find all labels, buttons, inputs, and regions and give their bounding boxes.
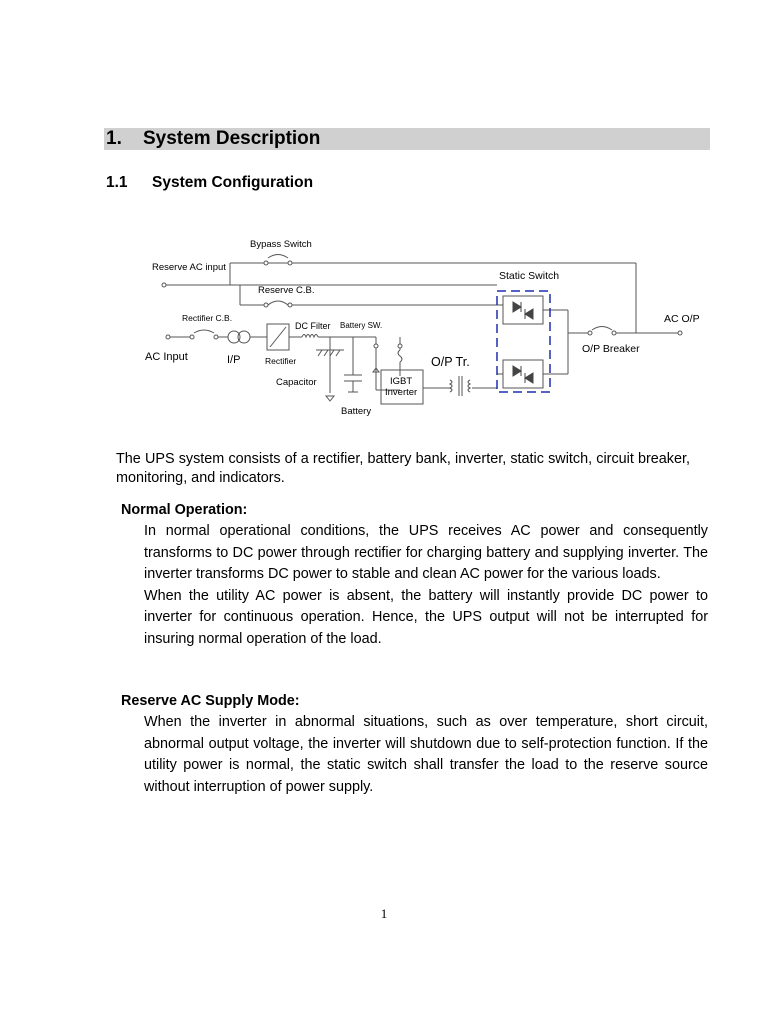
label-op-breaker: O/P Breaker bbox=[582, 343, 640, 355]
label-rectifier: Rectifier bbox=[265, 356, 297, 366]
normal-operation-paragraph-1: In normal operational conditions, the UPS receives AC power and consequently transforms to DC power through rectifier for charging battery and supplying inverter. The inverter transforms DC power to stable and clean AC power for the various loads. bbox=[144, 523, 708, 582]
normal-operation-heading: Normal Operation: bbox=[121, 502, 248, 518]
normal-operation-body bbox=[144, 521, 708, 650]
section-number: 1. bbox=[106, 128, 122, 149]
label-dc-filter: DC Filter bbox=[295, 321, 331, 331]
label-inverter: Inverter bbox=[385, 387, 418, 398]
subsection-number: 1.1 bbox=[106, 174, 128, 191]
label-battery-sw: Battery SW. bbox=[340, 321, 383, 330]
reserve-mode-heading: Reserve AC Supply Mode: bbox=[121, 693, 300, 709]
intro-paragraph: The UPS system consists of a rectifier, battery bank, inverter, static switch, circuit breaker, monitoring, and indicators. bbox=[116, 451, 690, 486]
diagram-wires bbox=[164, 255, 680, 405]
static-switch-box bbox=[497, 291, 550, 392]
section-title: System Description bbox=[143, 128, 321, 149]
label-rectifier-cb: Rectifier C.B. bbox=[182, 313, 233, 323]
label-ip: I/P bbox=[227, 354, 241, 366]
label-static-switch: Static Switch bbox=[499, 270, 560, 282]
label-capacitor: Capacitor bbox=[276, 377, 317, 388]
normal-operation-paragraph-2: When the utility AC power is absent, the battery will instantly provide DC power to inverter for continuous operation. Hence, the UPS output will not be interrupted for insuring normal operation of the load. bbox=[144, 587, 708, 647]
label-reserve-cb: Reserve C.B. bbox=[258, 285, 315, 296]
label-ac-input: AC Input bbox=[145, 351, 188, 363]
reserve-mode-body bbox=[144, 712, 708, 798]
label-ac-op: AC O/P bbox=[664, 313, 700, 325]
label-bypass-switch: Bypass Switch bbox=[250, 239, 312, 250]
reserve-mode-paragraph-1: When the inverter in abnormal situations, such as over temperature, short circuit, abnormal output voltage, the inverter will shutdown due to self-protection function. If the utility power is normal, the static switch shall transfer the load to the reserve source without interruption of power supply. bbox=[144, 714, 708, 795]
label-igbt: IGBT bbox=[390, 376, 413, 387]
label-reserve-ac-input: Reserve AC input bbox=[152, 262, 226, 273]
ups-system-diagram bbox=[0, 0, 768, 440]
label-battery: Battery bbox=[341, 406, 372, 417]
page-number: 1 bbox=[380, 906, 388, 921]
thyristor-symbols bbox=[513, 302, 533, 383]
subsection-title: System Configuration bbox=[152, 174, 314, 191]
label-op-tr: O/P Tr. bbox=[431, 355, 470, 369]
